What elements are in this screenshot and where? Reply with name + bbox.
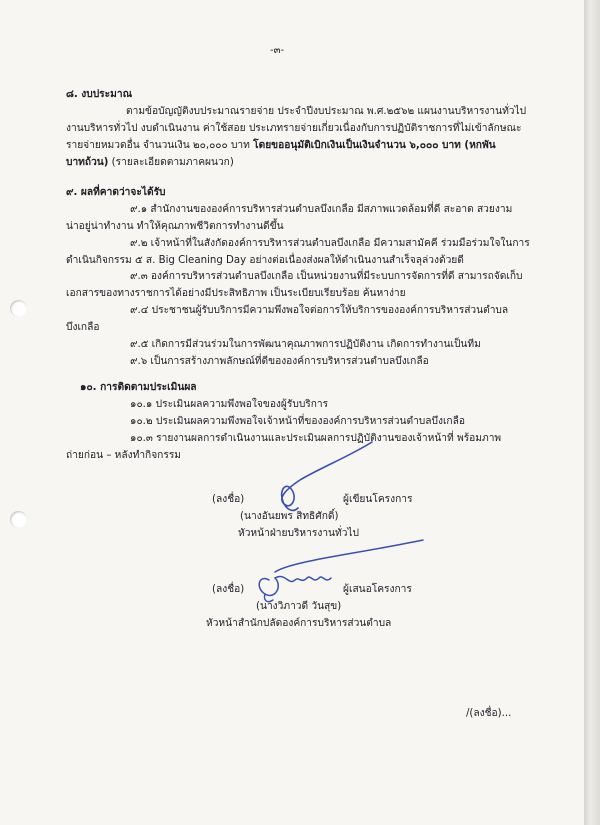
section-8-amount: รายจ่ายหมวดอื่น จำนวนเงิน ๒๐,๐๐๐ บาท bbox=[66, 140, 250, 151]
section-10-item: ๑๐.๓ รายงานผลการดำเนินงานและประเมินผลการปฏิบัติงานของเจ้าหน้าที่ พร้อมภาพ bbox=[130, 433, 502, 444]
section-10-item: ๑๐.๑ ประเมินผลความพึงพอใจของผู้รับบริการ bbox=[130, 399, 329, 410]
section-9-item: ๙.๕ เกิดการมีส่วนร่วมในการพัฒนาคุณภาพการปฏิบัติงาน เกิดการทำงานเป็นทีม bbox=[130, 339, 481, 350]
signature-2-name: (นางวิภาวดี วันสุข) bbox=[256, 601, 342, 612]
section-10-item: ๑๐.๒ ประเมินผลความพึงพอใจเจ้าหน้าที่ขององค์การบริหารส่วนตำบลบึงเกลือ bbox=[130, 416, 465, 427]
signature-1-name: (นางอันยพร สิทธิศักดิ์) bbox=[240, 511, 339, 522]
continuation-note: /(ลงชื่อ)... bbox=[466, 708, 512, 719]
section-10-item: ถ่ายก่อน – หลังทำกิจกรรม bbox=[66, 450, 182, 461]
section-9-item: ๙.๔ ประชาชนผู้รับบริการมีความพึงพอใจต่อการให้บริการขององค์การบริหารส่วนตำบล bbox=[130, 305, 509, 316]
section-8-amount-words: บาทถ้วน) bbox=[66, 157, 109, 168]
section-9-item: บึงเกลือ bbox=[66, 322, 100, 333]
section-9-item: ดำเนินกิจกรรม ๕ ส. Big Cleaning Day อย่างต่อเนื่องส่งผลให้ดำเนินงานสำเร็จลุล่วงด้วยดี bbox=[66, 255, 464, 266]
page-number: -๓- bbox=[270, 45, 285, 56]
section-8-request: โดยขออนุมัติเบิกเงินเป็นเงินจำนวน ๖,๐๐๐ บาท (หกพัน bbox=[253, 140, 496, 151]
section-9-item: ๙.๖ เป็นการสร้างภาพลักษณ์ที่ดีขององค์การบริหารส่วนตำบลบึงเกลือ bbox=[130, 356, 429, 367]
section-9-item: น่าอยู่น่าทำงาน ทำให้คุณภาพชีวิตการทำงานดีขึ้น bbox=[66, 221, 284, 232]
section-8-line bbox=[66, 156, 234, 170]
section-8-line bbox=[66, 139, 496, 153]
section-9-item: ๙.๓ องค์การบริหารส่วนตำบลบึงเกลือ เป็นหน่วยงานที่มีระบบการจัดการที่ดี สามารถจัดเก็บ bbox=[130, 271, 523, 282]
section-8-line: ตามข้อบัญญัติงบประมาณรายจ่าย ประจำปีงบประมาณ พ.ศ.๒๕๖๒ แผนงานบริหารงานทั่วไป bbox=[126, 106, 527, 117]
signature-2-position: หัวหน้าสำนักปลัดองค์การบริหารส่วนตำบล bbox=[206, 618, 392, 629]
signature-1-position: หัวหน้าฝ่ายบริหารงานทั่วไป bbox=[238, 528, 360, 539]
section-9-item: เอกสารของทางราชการได้อย่างมีประสิทธิภาพ เป็นระเบียบเรียบร้อย ค้นหาง่าย bbox=[66, 288, 406, 299]
section-8-heading: ๘. งบประมาณ bbox=[66, 89, 133, 100]
section-9-item: ๙.๑ สำนักงานขององค์การบริหารส่วนตำบลบึงเกลือ มีสภาพแวดล้อมที่ดี สะอาด สวยงาม bbox=[130, 204, 513, 215]
signature-2-handwriting bbox=[225, 538, 425, 608]
punch-hole bbox=[10, 511, 27, 528]
signature-1-sign-label: (ลงชื่อ) bbox=[212, 494, 245, 505]
signature-1-role: ผู้เขียนโครงการ bbox=[343, 494, 413, 505]
signature-2-role: ผู้เสนอโครงการ bbox=[343, 584, 412, 595]
section-9-heading: ๙. ผลที่คาดว่าจะได้รับ bbox=[66, 187, 166, 198]
section-10-heading: ๑๐. การติดตามประเมินผล bbox=[80, 382, 197, 393]
section-8-detail-note: (รายละเอียดตามภาคผนวก) bbox=[111, 157, 234, 168]
page-edge bbox=[584, 0, 600, 825]
signature-2-sign-label: (ลงชื่อ) bbox=[212, 584, 245, 595]
section-9-item: ๙.๒ เจ้าหน้าที่ในสังกัดองค์การบริหารส่วนตำบลบึงเกลือ มีความสามัคคี ร่วมมือร่วมใจในการ bbox=[130, 238, 530, 249]
section-8-line: งานบริหารทั่วไป งบดำเนินงาน ค่าใช้สอย ประเภทรายจ่ายเกี่ยวเนื่องกับการปฏิบัติราชการที่ไม่เข้าลักษณะ bbox=[66, 123, 522, 134]
punch-hole bbox=[10, 300, 27, 317]
